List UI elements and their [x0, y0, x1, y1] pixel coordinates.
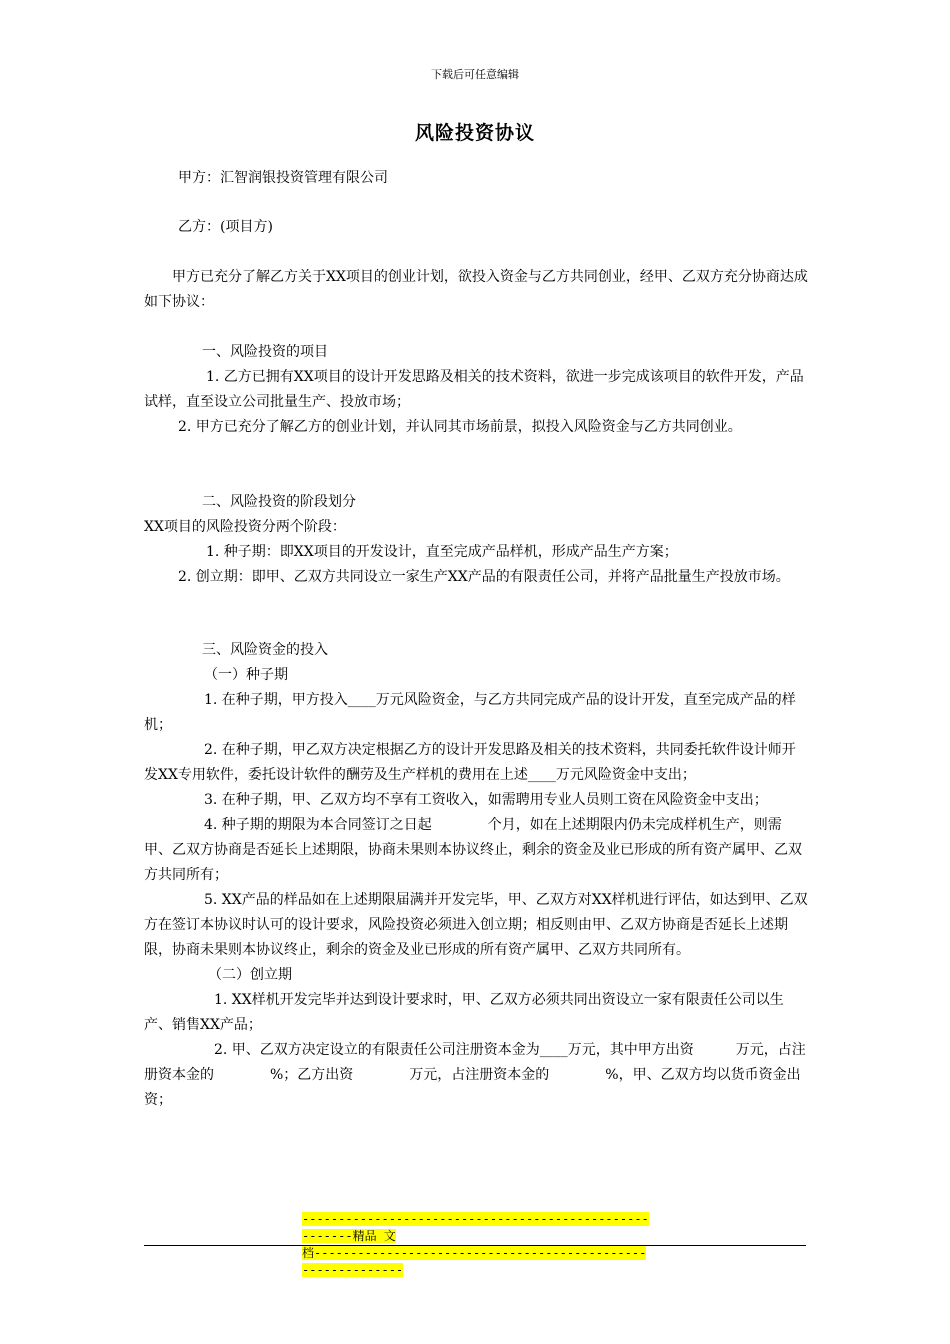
section-2	[144, 490, 809, 590]
seed-item-2: 2. 在种子期，甲乙双方决定根据乙方的设计开发思路及相关的技术资料，共同委托软件设计师开发XX专用软件，委托设计软件的酬劳及生产样机的费用在上述____万元风险资金中支出；	[144, 742, 796, 783]
footer-line-1: -------------------------------------------------------精品 文	[302, 1212, 649, 1243]
header-note: 下载后可任意编辑	[431, 68, 519, 81]
startup-item-1: 1. XX样机开发完毕并达到设计要求时，甲、乙双方必须共同出资设立一家有限责任公司以生产、销售XX产品；	[144, 992, 784, 1033]
seed-item-3: 3. 在种子期，甲、乙双方均不享有工资收入，如需聘用专业人员则工资在风险资金中支出；	[204, 792, 768, 808]
section-1-item-1: 1. 乙方已拥有XX项目的设计开发思路及相关的技术资料，欲进一步完成该项目的软件开发，产品试样，直至设立公司批量生产、投放市场；	[144, 369, 804, 410]
section-2-heading: 二、风险投资的阶段划分	[202, 494, 356, 510]
section-3-sub-2: （二）创立期	[208, 967, 292, 983]
intro-paragraph	[144, 265, 809, 315]
seed-item-4: 4. 种子期的期限为本合同签订之日起 个月，如在上述期限内仍未完成样机生产，则需甲、乙双方协商是否延长上述期限，协商未果则本协议终止，剩余的资金及业已形成的所有资产属甲、乙双方共同所有；	[144, 817, 802, 883]
startup-item-2: 2. 甲、乙双方决定设立的有限责任公司注册资本金为____万元，其中甲方出资 万元，占注册资本金的 %；乙方出资 万元，占注册资本金的 %，甲、乙双方均以货币资金出资；	[144, 1042, 806, 1108]
section-3	[144, 638, 809, 1113]
seed-item-1: 1. 在种子期，甲方投入____万元风险资金，与乙方共同完成产品的设计开发，直至完成产品的样机；	[144, 692, 796, 733]
section-2-lead: XX项目的风险投资分两个阶段：	[144, 519, 346, 535]
section-3-heading: 三、风险资金的投入	[202, 642, 328, 658]
section-1-item-2: 2. 甲方已充分了解乙方的创业计划，并认同其市场前景，拟投入风险资金与乙方共同创业。	[178, 419, 742, 435]
seed-item-5: 5. XX产品的样品如在上述期限届满并开发完毕，甲、乙双方对XX样机进行评估，如达到甲、乙双方在签订本协议时认可的设计要求，风险投资必须进入创立期；相反则由甲、乙双方协商是否延长上述期限，协商未果则本协议终止，剩余的资金及业已形成的所有资产属甲、乙双方共同所有。	[144, 892, 808, 958]
party-a: 甲方：汇智润银投资管理有限公司	[178, 170, 388, 186]
section-1-heading: 一、风险投资的项目	[202, 344, 328, 360]
footer-rule	[144, 1245, 806, 1246]
section-1	[144, 340, 809, 440]
section-2-item-2: 2. 创立期：即甲、乙双方共同设立一家生产XX产品的有限责任公司，并将产品批量生产投放市场。	[178, 569, 790, 585]
party-b: 乙方：(项目方)	[178, 219, 273, 235]
document-title: 风险投资协议	[414, 122, 535, 144]
intro-text: 甲方已充分了解乙方关于XX项目的创业计划，欲投入资金与乙方共同创业，经甲、乙双方充分协商达成如下协议：	[144, 269, 808, 310]
section-2-item-1: 1. 种子期：即XX项目的开发设计，直至完成产品样机，形成产品生产方案；	[206, 544, 678, 560]
footer-line-2: 档------------------------------------------------------------	[302, 1246, 647, 1277]
section-3-sub-1: （一）种子期	[204, 667, 288, 683]
